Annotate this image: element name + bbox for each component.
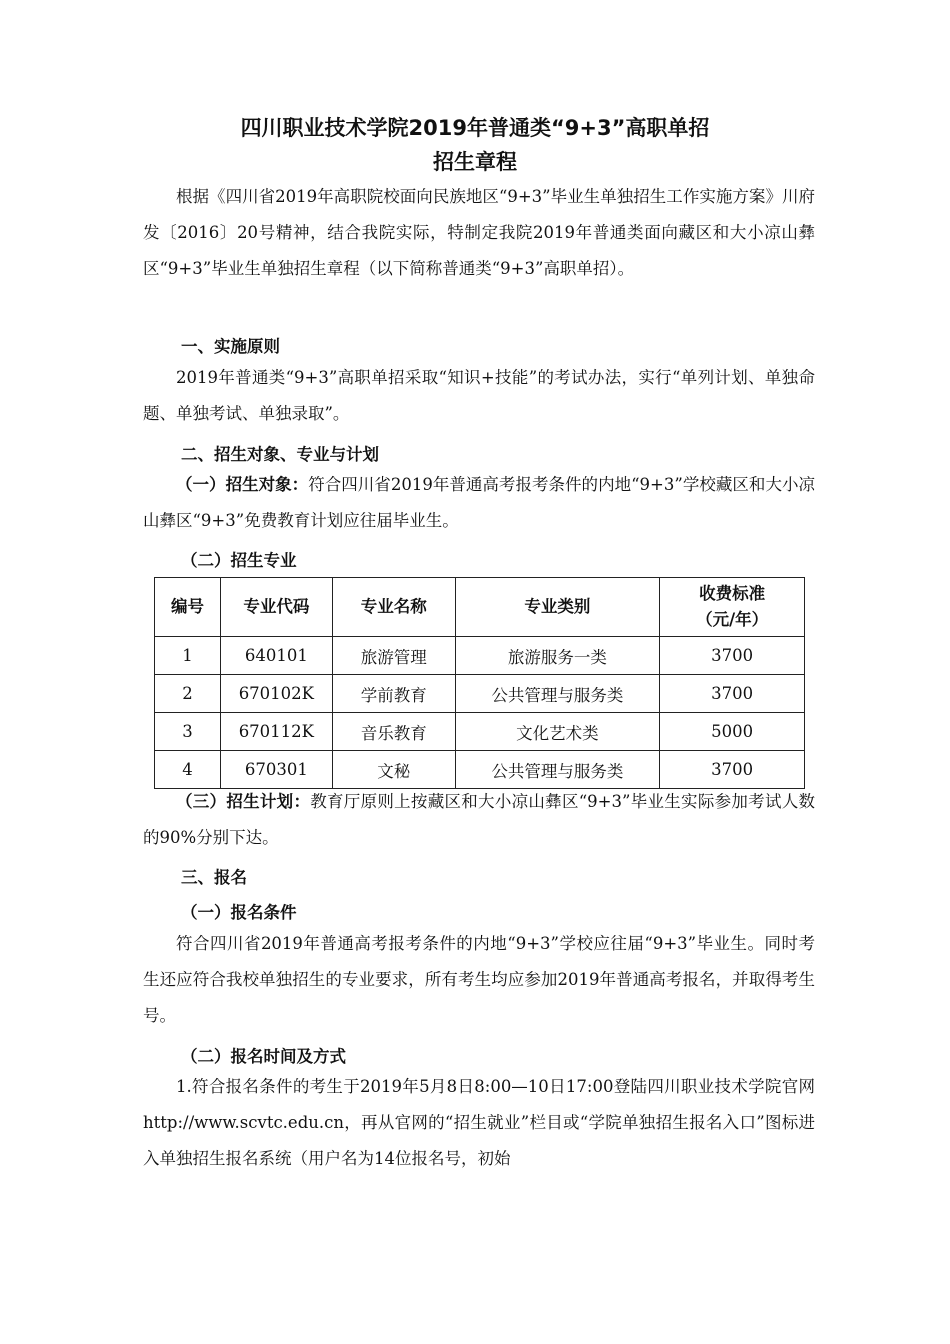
section-2-1-text: 符合四川省2019年普通高考报考条件的内地“9+3”学校藏区和大小凉山彝区“9+3”免费教育计划应往届毕业生。: [143, 475, 816, 531]
cell-code: 670301: [220, 751, 332, 789]
header-fee-line2: （元/年）: [696, 610, 769, 629]
cell-name: 学前教育: [332, 675, 455, 713]
cell-category: 公共管理与服务类: [455, 751, 660, 789]
section-2-1-paragraph: [143, 467, 815, 539]
section-1-heading: 一、实施原则: [181, 337, 280, 356]
section-3-1-heading: （一）报名条件: [181, 903, 297, 922]
cell-name: 音乐教育: [332, 713, 455, 751]
cell-category: 文化艺术类: [455, 713, 660, 751]
section-2-3-label: （三）招生计划：: [176, 792, 311, 811]
section-2-heading: 二、招生对象、专业与计划: [181, 445, 379, 464]
header-category: 专业类别: [455, 578, 660, 637]
section-2-3-text: 教育厅原则上按藏区和大小凉山彝区“9+3”毕业生实际参加考试人数的90%分别下达。: [143, 792, 815, 848]
section-3-heading: 三、报名: [181, 868, 247, 887]
section-3-2-text: 1.符合报名条件的考生于2019年5月8日8:00—10日17:00登陆四川职业技术学院官网http://www.scvtc.edu.cn，再从官网的“招生就业”栏目或“学院单独招生报名入口”图标进入单独招生报名系统（用户名为14位报名号，初始: [143, 1077, 815, 1169]
cell-number: 4: [155, 751, 221, 789]
cell-category: 公共管理与服务类: [455, 675, 660, 713]
cell-code: 670102K: [220, 675, 332, 713]
header-fee: [660, 578, 805, 637]
intro-paragraph: 根据《四川省2019年高职院校面向民族地区“9+3”毕业生单独招生工作实施方案》川府发〔2016〕20号精神，结合我院实际，特制定我院2019年普通类面向藏区和大小凉山彝区“9+3”毕业生单独招生章程（以下简称普通类“9+3”高职单招）。: [143, 187, 815, 279]
cell-category: 旅游服务一类: [455, 637, 660, 675]
section-2-2-heading: （二）招生专业: [181, 551, 297, 570]
cell-name: 旅游管理: [332, 637, 455, 675]
section-3-1-text: 符合四川省2019年普通高考报考条件的内地“9+3”学校应往届“9+3”毕业生。同时考生还应符合我校单独招生的专业要求，所有考生均应参加2019年普通高考报名，并取得考生号。: [143, 934, 815, 1026]
cell-number: 1: [155, 637, 221, 675]
header-name: 专业名称: [332, 578, 455, 637]
document-subtitle: 招生章程: [433, 150, 517, 174]
document-title: 四川职业技术学院2019年普通类“9+3”高职单招: [240, 116, 710, 140]
cell-number: 3: [155, 713, 221, 751]
cell-number: 2: [155, 675, 221, 713]
cell-code: 670112K: [220, 713, 332, 751]
section-2-3-paragraph: [143, 784, 815, 856]
table-row: [155, 675, 805, 713]
section-2-1-label: （一）招生对象：: [176, 475, 309, 494]
cell-fee: 3700: [660, 637, 805, 675]
header-number: 编号: [155, 578, 221, 637]
section-3-2-heading: （二）报名时间及方式: [181, 1047, 346, 1066]
cell-code: 640101: [220, 637, 332, 675]
table-row: [155, 713, 805, 751]
cell-name: 文秘: [332, 751, 455, 789]
header-fee-line1: 收费标准: [699, 584, 766, 603]
majors-table: [154, 577, 805, 789]
header-code: 专业代码: [220, 578, 332, 637]
section-1-text: 2019年普通类“9+3”高职单招采取“知识+技能”的考试办法，实行“单列计划、单独命题、单独考试、单独录取”。: [143, 368, 815, 424]
cell-fee: 3700: [660, 675, 805, 713]
table-row: [155, 751, 805, 789]
table-header-row: [155, 578, 805, 637]
cell-fee: 3700: [660, 751, 805, 789]
cell-fee: 5000: [660, 713, 805, 751]
table-row: [155, 637, 805, 675]
